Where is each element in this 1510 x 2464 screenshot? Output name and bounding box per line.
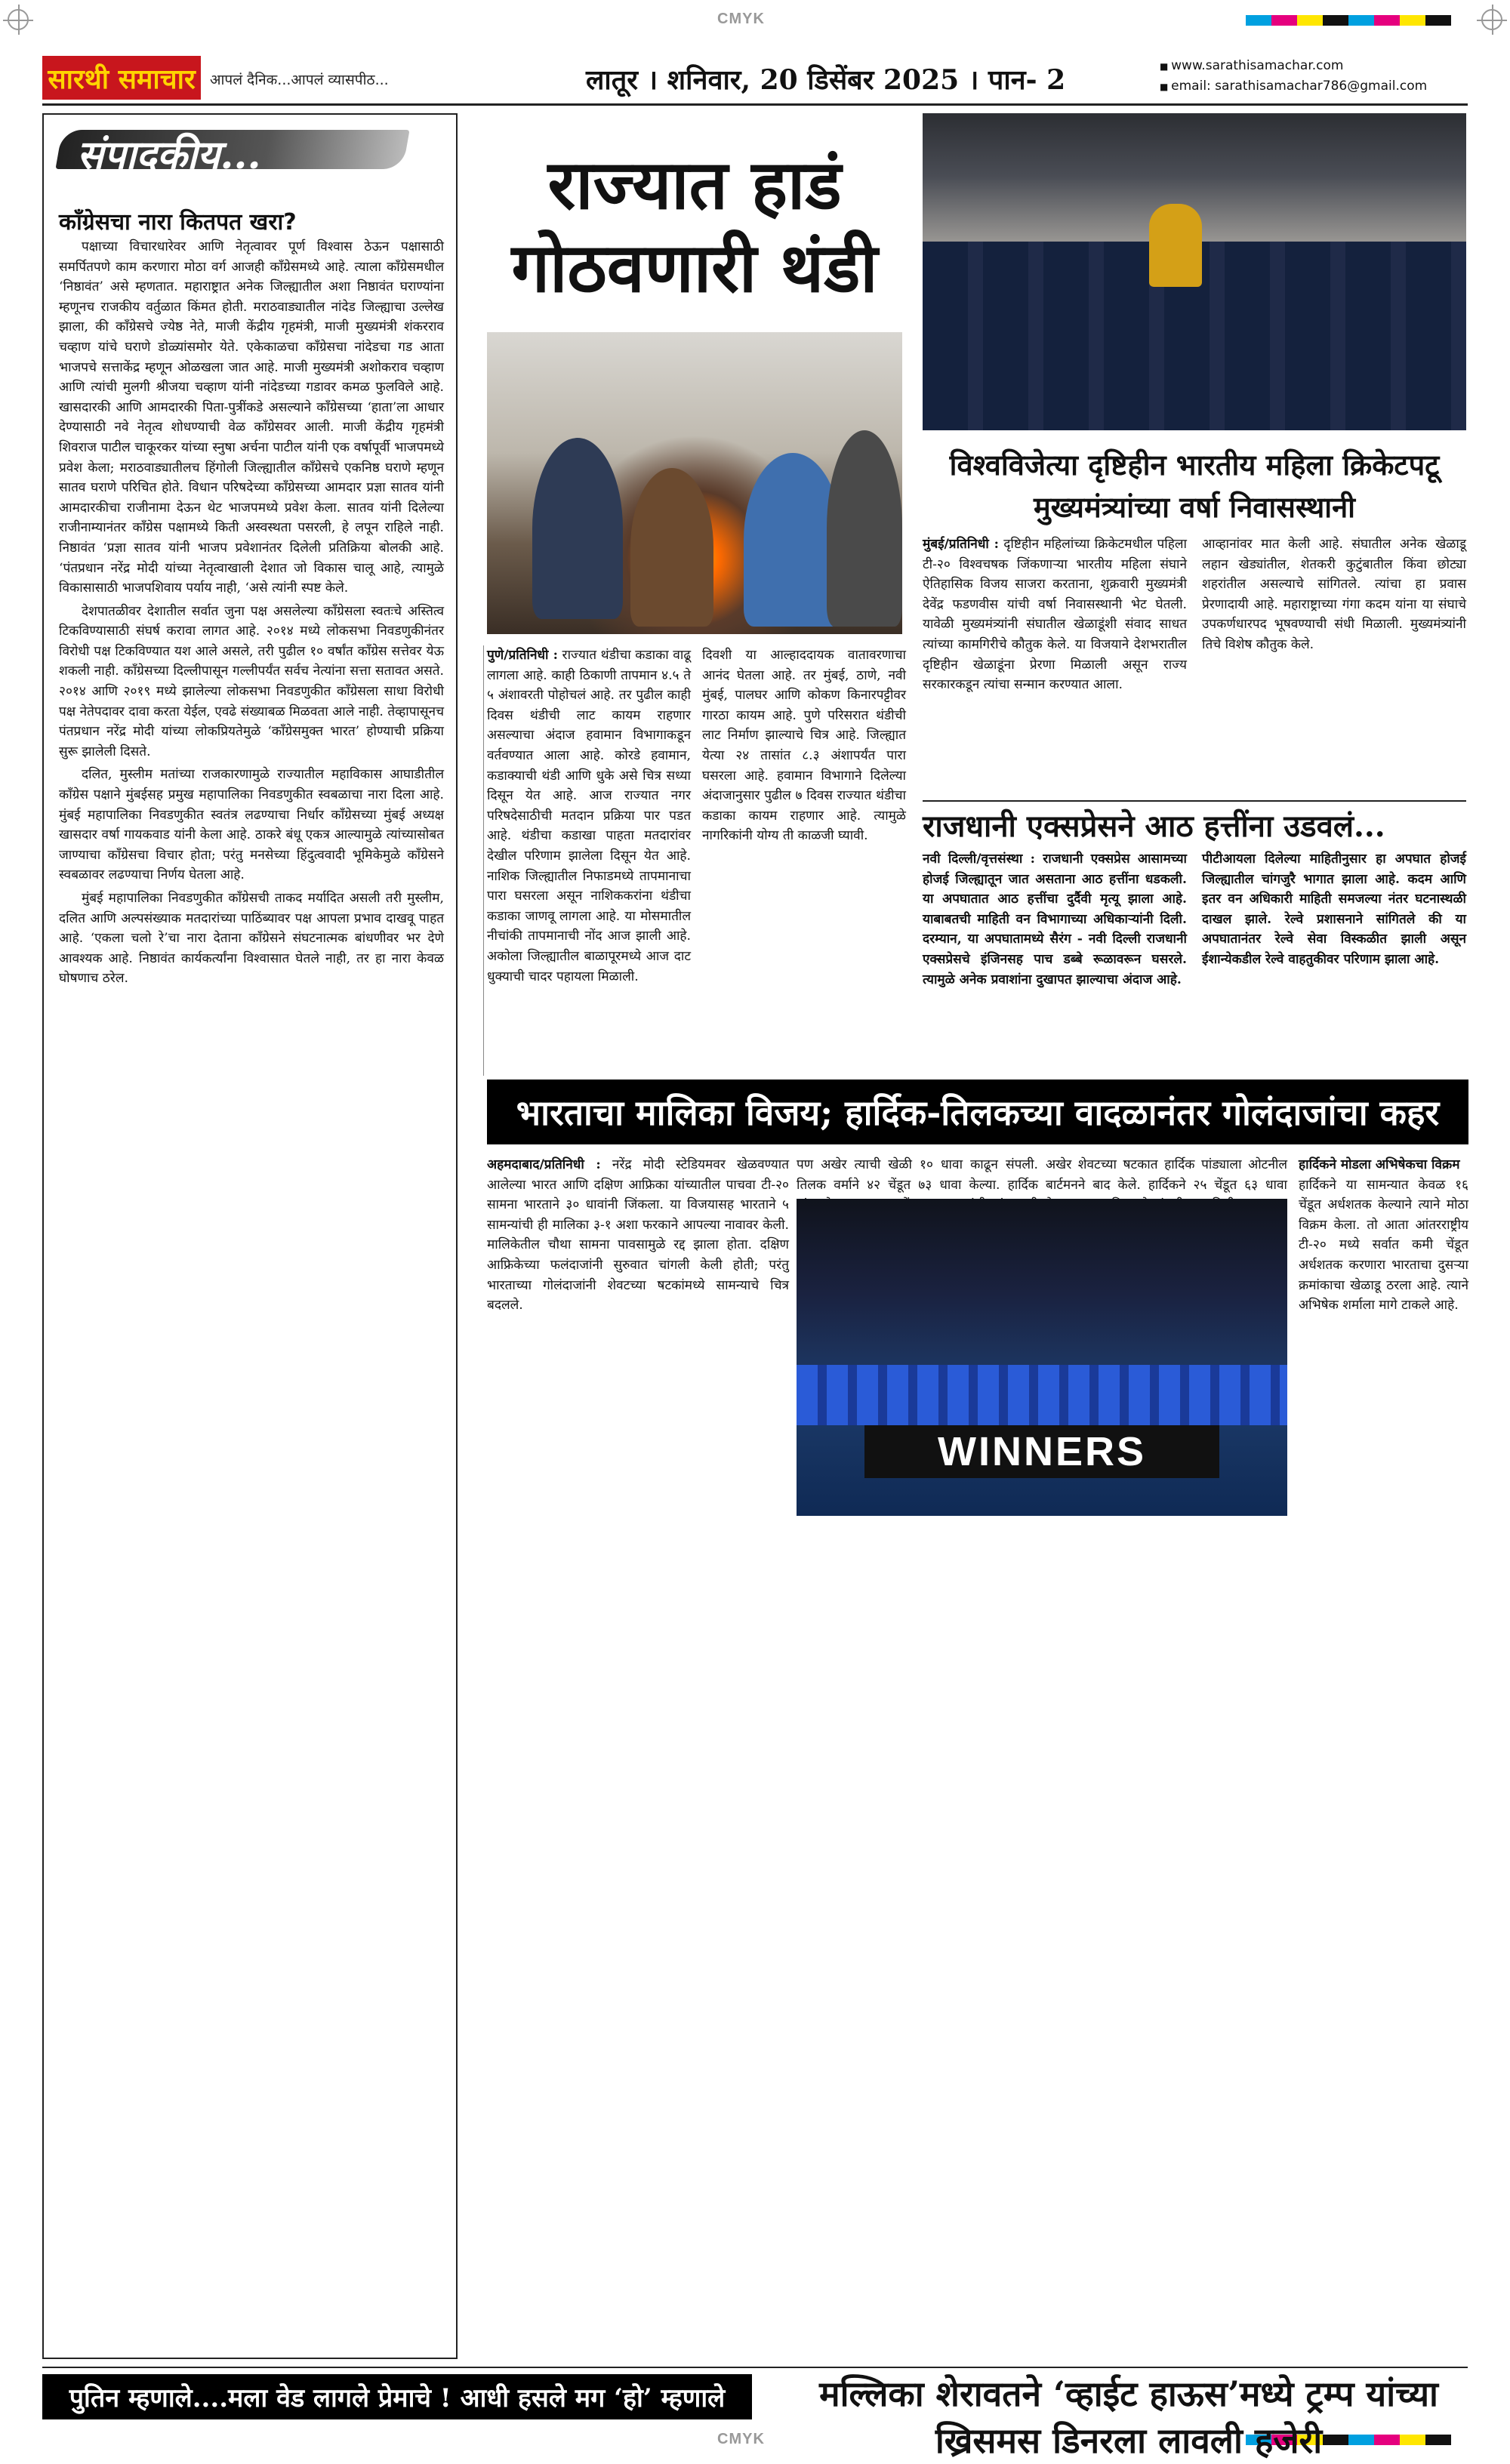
newspaper-logo: सारथी समाचार: [42, 56, 201, 100]
contact-block: [1160, 56, 1427, 97]
color-bar-top: [1246, 15, 1451, 26]
women-text-2: आव्हानांवर मात केली आहे. संघातील अनेक खेळाडू लहान खेड्यांतील, शेतकरी कुटुंबातील किंवा छोट्या शहरांतील असल्याचे सांगितले. त्यांचा हा प्रवास प्रेरणादायी आहे. महाराष्ट्राच्या गंगा कदम यांना या संघाचे उपकर्णधारपद भूषवण्याची संधी मिळाली. मुख्यमंत्र्यांनी तिचे विशेष कौतुक केले.: [1202, 537, 1466, 652]
series-winners-photo: [797, 1199, 1287, 1516]
cold-photo: [487, 332, 902, 634]
series-col-4: [1299, 1155, 1468, 2348]
series-text-4: हार्दिकने या सामन्यात केवळ १६ चेंडूत अर्धशतक केल्याने त्याने मोठा विक्रम केला. तो आता आंतरराष्ट्रीय टी-२० मध्ये सर्वात कमी चेंडूत अर्धशतक करणारा भारताचा दुसऱ्या क्रमांकाचा खेळाडू ठरला आहे. त्याने अभिषेक शर्माला मागे टाकले आहे.: [1299, 1177, 1468, 1314]
series-text-1: नरेंद्र मोदी स्टेडियमवर खेळवण्यात आलेल्या भारत आणि दक्षिण आफ्रिका यांच्यातील पाचवा टी-२० सामना भारताने ३० धावांनी जिंकला. या विजयासह भारताने ५ सामन्यांची ही मालिका ३-१ अशा फरकाने आपल्या नावावर केली. मालिकेतील चौथा सामना पावसामुळे रद्द झाला होता. दक्षिण आफ्रिकेच्या फलंदाजांनी सुरुवात चांगली केली होती; परंतु भारताच्या गोलंदाजांनी शेवटच्या षटकांमध्ये सामन्याचे चित्र बदलले.: [487, 1157, 790, 1314]
color-swatch: [1297, 15, 1323, 26]
series-col-3-top: [1046, 1155, 1287, 1193]
editorial-paragraph: दलित, मुस्लीम मतांच्या राजकारणामुळे राज्यातील महाविकास आघाडीतील काँग्रेस पक्षाने मुंबईसह प्रमुख महापालिका निवडणुकीत स्वबळाचा नारा दिला आहे. मुंबई महापालिका निवडणुकीत स्वतंत्र लढण्याचा निर्धार काँग्रेसच्या मुंबई अध्यक्ष खासदार वर्षा गायकवाड यांनी केला आहे. ठाकरे बंधू एकत्र आल्यामुळे त्यांच्यासोबत जाण्याचा काँग्रेसचा विचार होता; परंतु मनसेच्या हिंदुत्ववादी भूमिकेमुळे काँग्रेसने स्वबळावर लढण्याचा निर्णय घेतला आहे.: [59, 767, 444, 883]
series-text-3: अखेर शेवटच्या षटकात हार्दिक पांड्याला ओटनील बार्टमनने बाद केले. हार्दिकने २५ चेंडूत ६३ धावा: [1046, 1157, 1287, 1193]
cold-col-1: [487, 645, 691, 1076]
dateline: लातूर । शनिवार, 20 डिसेंबर 2025 । पान- 2: [586, 64, 1066, 96]
editorial-body: [59, 237, 444, 2343]
website-link[interactable]: ■ www.sarathisamachar.com: [1160, 56, 1427, 76]
color-swatch: [1323, 15, 1348, 26]
rajdhani-text-1: राजधानी एक्सप्रेस आसामच्या होजई जिल्ह्यातून जात असताना आठ हत्तींना धडकली. या अपघातात आठ हत्तींचा दुर्दैवी मृत्यू झाला आहे. याबाबतची माहिती वन विभागाच्या अधिकाऱ्यांनी दिली. दरम्यान, या अपघातामध्ये सैरंग - नवी दिल्ली राजधानी एक्सप्रेसचे इंजिनसह पाच डब्बे रूळावरून घसरले. त्यामुळे अनेक प्रवाशांना दुखापत झाल्याचा अंदाज आहे.: [923, 852, 1187, 987]
cold-col-2: [702, 645, 906, 1076]
color-swatch: [1374, 15, 1400, 26]
color-swatch: [1400, 15, 1425, 26]
registration-mark-top-right: [1481, 9, 1502, 30]
email-link[interactable]: ■ email: sarathisamachar786@gmail.com: [1160, 76, 1427, 97]
women-byline: मुंबई/प्रतिनिधी :: [923, 537, 999, 552]
color-swatch: [1425, 15, 1451, 26]
rajdhani-headline: राजधानी एक्सप्रेसने आठ हत्तींना उडवलं...: [923, 808, 1385, 844]
women-text-1: दृष्टिहीन महिलांच्या क्रिकेटमधील पहिला टी-२० विश्वचषक जिंकणाऱ्या भारतीय महिला संघाने ऐतिहासिक विजय साजरा करताना, शुक्रवारी मुख्यमंत्री देवेंद्र फडणवीस यांची वर्षा निवासस्थानी भेट घेतली. यावेळी मुख्यमंत्र्यांनी संघातील खेळाडूंशी संवाद साधत त्यांच्या कामगिरीचे कौतुक केले. या विजयाने देशभरातील दृष्टिहीन खेळाडूंना प्रेरणा मिळाली असून राज्य सरकारकडून त्यांचा सन्मान करण्यात आला.: [923, 537, 1187, 693]
series-text-2: पण अखेर त्याची खेळी १० धावा काढून संपली. तिलक वर्माने ४२ चेंडूत ७३ धावा केल्या. हार्दिक: [797, 1157, 1038, 1193]
rajdhani-text-2: पीटीआयला दिलेल्या माहितीनुसार हा अपघात होजई जिल्ह्यातील चांगजुरै भागात झाला आहे. कदम आणि इतर वन अधिकारी माहिती समजल्या नंतर घटनास्थळी दाखल झाले. रेल्वे प्रशासनाने सांगितले की या अपघातानंतर रेल्वे सेवा विस्कळीत झाली असून ईशान्येकडील रेल्वे वाहतुकीवर परिणाम झाला आहे.: [1202, 852, 1466, 967]
editorial-headline: काँग्रेसचा नारा कितपत खरा?: [59, 209, 297, 236]
editorial-column: [42, 113, 458, 2359]
women-headline: विश्वविजेत्या दृष्टिहीन भारतीय महिला क्रिकेटपटू मुख्यमंत्र्यांच्या वर्षा निवासस्थानी: [949, 448, 1440, 524]
masthead: [42, 56, 1468, 106]
rajdhani-byline: नवी दिल्ली/वृत्तसंस्था :: [923, 852, 1035, 867]
editorial-paragraph: देशपातळीवर देशातील सर्वात जुना पक्ष असलेल्या काँग्रेसला स्वतःचे अस्तित्व टिकविण्यासाठी संघर्ष करावा लागत आहे. २०१४ मध्ये लोकसभा निवडणुकीनंतर विरोधी पक्ष टिकविण्यात यश आले असले, तरी पुढील १० वर्षांत काँग्रेस सत्तेवर येऊ शकली नाही. काँग्रेसच्या दिल्लीपासून गल्लीपर्यंत सर्वच नेत्यांना सत्ता सतावत असते. २०१४ आणि २०१९ मध्ये झालेल्या लोकसभा निवडणुकीत काँग्रेसला साधा विरोधी पक्ष नेतेपदावर दावा करता येईल, एवढे संख्याबळ मिळवता आले नाही. तेव्हापासूनच पंतप्रधान नरेंद्र मोदी यांच्या लोकप्रियतेमुळे ‘काँग्रेसमुक्त भारत’ होण्याची प्रक्रिया सुरू झालेली दिसते.: [59, 603, 444, 759]
series-byline: अहमदाबाद/प्रतिनिधी :: [487, 1157, 601, 1172]
cmyk-label-bottom: CMYK: [717, 2431, 765, 2447]
editorial-banner: [59, 122, 444, 177]
cmyk-label-top: CMYK: [717, 11, 765, 27]
color-swatch: [1348, 15, 1374, 26]
putin-headline: पुतिन म्हणाले....मला वेड लागले प्रेमाचे ! आधी हसले मग ‘हो’ म्हणाले: [42, 2374, 752, 2419]
rajdhani-col-2: [1202, 849, 1466, 1068]
women-col-1: [923, 534, 1187, 799]
mallika-headline: मल्लिका शेरावतने ‘व्हाईट हाऊस’मध्ये ट्रम्प यांच्या ख्रिसमस डिनरला लावली हजेरी: [819, 2373, 1438, 2461]
section-rule: [42, 2367, 1468, 2368]
color-swatch: [1246, 15, 1271, 26]
registration-mark-top-left: [8, 9, 29, 30]
series-col-2-top: [797, 1155, 1038, 1193]
color-swatch: [1271, 15, 1297, 26]
rajdhani-col-1: [923, 849, 1187, 1068]
cold-byline: पुणे/प्रतिनिधी :: [487, 648, 558, 663]
cold-text-2: दिवशी या आल्हाददायक वातावरणाचा आनंद घेतला आहे. तर मुंबई, ठाणे, नवी मुंबई, पालघर आणि कोकण किनारपट्टीवर गारठा कायम आहे. पुणे परिसरात थंडीची लाट निर्माण झाल्याचे चित्र आहे. जिल्ह्यात येत्या २४ तासांत ८.३ अंशापर्यंत पारा घसरला आहे. हवामान विभागाने दिलेल्या अंदाजानुसार पुढील ७ दिवस राज्यात थंडीचा कडाका कायम राहणार आहे. त्यामुळे नागरिकांनी योग्य ती काळजी घ्यावी.: [702, 648, 906, 844]
women-team-photo: [923, 113, 1466, 430]
tagline: आपलं दैनिक...आपलं व्यासपीठ...: [210, 72, 389, 88]
women-col-2: [1202, 534, 1466, 799]
editorial-paragraph: पक्षाच्या विचारधारेवर आणि नेतृत्वावर पूर्ण विश्वास ठेऊन पक्षासाठी समर्पितपणे काम करणारा मोठा वर्ग आजही काँग्रेसमध्ये आहे. त्याला काँग्रेसमधील ‘निष्ठावंत’ असे म्हणतात. महाराष्ट्रात अनेक जिल्ह्यातील अशा निष्ठावंत घराण्यांना म्हणूनच राजकीय वर्तुळात किंमत होती. मराठवाड्यातील नांदेड जिल्ह्याचा उल्लेख झाला, की काँग्रेसचे ज्येष्ठ नेते, माजी केंद्रीय गृहमंत्री, माजी मुख्यमंत्री शंकरराव चव्हाण यांचे घराणे डोळ्यांसमोर येते. एकेकाळचा काँग्रेसचा नांदेडचा गड आता भाजपचे सत्ताकेंद्र म्हणून ओळखला जात आहे. माजी मुख्यमंत्री अशोकराव चव्हाण आणि त्यांची मुलगी श्रीजया चव्हाण यांनी नांदेडच्या गडावर कमळ फुलविले आहे. खासदारकी आणि आमदारकी पिता-पुत्रींकडे असल्याने काँग्रेसच्या ‘हाता’ला आधार देण्यासाठी नवे नेतृत्व शोधण्याची वेळ काँग्रेसवर आली. माजी केंद्रीय गृहमंत्री शिवराज पाटील चाकूरकर यांच्या स्नुषा अर्चना पाटील यांनी एक वर्षापूर्वी भाजपमध्ये प्रवेश केला; मराठवाड्यातीलच हिंगोली जिल्ह्यातील काँग्रेसचे एकनिष्ठ घराणे म्हणून सातव घराणे परिचित होते. विधान परिषदेच्या काँग्रेसच्या आमदार प्रज्ञा सातव यांनी आमदारकीचा राजीनामा देऊन थेट भाजपमध्ये प्रवेश केला. सातव यांनी दिलेल्या राजीनाम्यानंतर काँग्रेस पक्षामध्ये किती अस्वस्थता पसरली, हे लपून राहिले नाही. निष्ठावंत ‘प्रज्ञा सातव यांनी भाजप प्रवेशानंतर दिलेली प्रतिक्रिया बोलकी आहे. ‘पंतप्रधान नरेंद्र मोदी यांच्या नेतृत्वाखाली देशात जो विकास चालू आहे, त्यामुळे विकासासाठी भाजपशिवाय पर्याय नाही, ‘असे त्यांनी स्पष्ट केले.: [59, 239, 444, 596]
cold-headline: राज्यात हाडं गोठवणारी थंडी: [511, 145, 878, 308]
column-rule: [483, 645, 484, 1076]
cold-text-1: राज्यात थंडीचा कडाका वाढू लागला आहे. काही ठिकाणी तापमान ४.५ ते ५ अंशावरती पोहोचलं आहे. तर पुढील काही दिवस थंडीची लाट कायम राहणार असल्याचा अंदाज हवामान विभागाकडून वर्तवण्यात आला आहे. कोरडे हवामान, कडाक्याची थंडी आणि धुके असे चित्र सध्या दिसून येत आहे. आज राज्यात नगर परिषदेसाठीची मतदान प्रक्रिया पार पडत आहे. थंडीचा कडाखा पाहता मतदारांवर देखील परिणाम झालेला दिसून येत आहे. नाशिक जिल्ह्यातील निफाडमध्ये तापमानाचा पारा घसरला असून नाशिककरांना थंडीचा कडाका जाणवू लागला आहे. या मोसमातील नीचांकी तापमानाची नोंद आज झाली आहे. अकोला जिल्ह्यातील बाळापूरमध्ये आज दाट धुक्याची चादर पहायला मिळाली.: [487, 648, 691, 984]
series-headline: भारताचा मालिका विजय; हार्दिक-तिलकच्या वादळानंतर गोलंदाजांचा कहर: [487, 1080, 1468, 1144]
editorial-paragraph: मुंबई महापालिका निवडणुकीत काँग्रेसची ताकद मर्यादित असली तरी मुस्लीम, दलित आणि अल्पसंख्याक मतदारांच्या पाठिंब्यावर पक्ष आपला प्रभाव दाखवू पाहत आहे. ‘एकला चलो रे’चा नारा देताना काँग्रेसने संघटनात्मक बांधणीवर भर देणे आवश्यक आहे. निष्ठावंत कार्यकर्त्यांना विश्वासात घेतले नाही, तर हा नारा केवळ घोषणाच ठरेल.: [59, 891, 444, 987]
series-subhead: हार्दिकने मोडला अभिषेकचा विक्रम: [1299, 1157, 1460, 1172]
section-rule: [923, 800, 1466, 802]
winners-board: WINNERS: [864, 1425, 1219, 1478]
editorial-banner-title: संपादकीय...: [77, 132, 261, 178]
series-col-1: [487, 1155, 789, 2348]
